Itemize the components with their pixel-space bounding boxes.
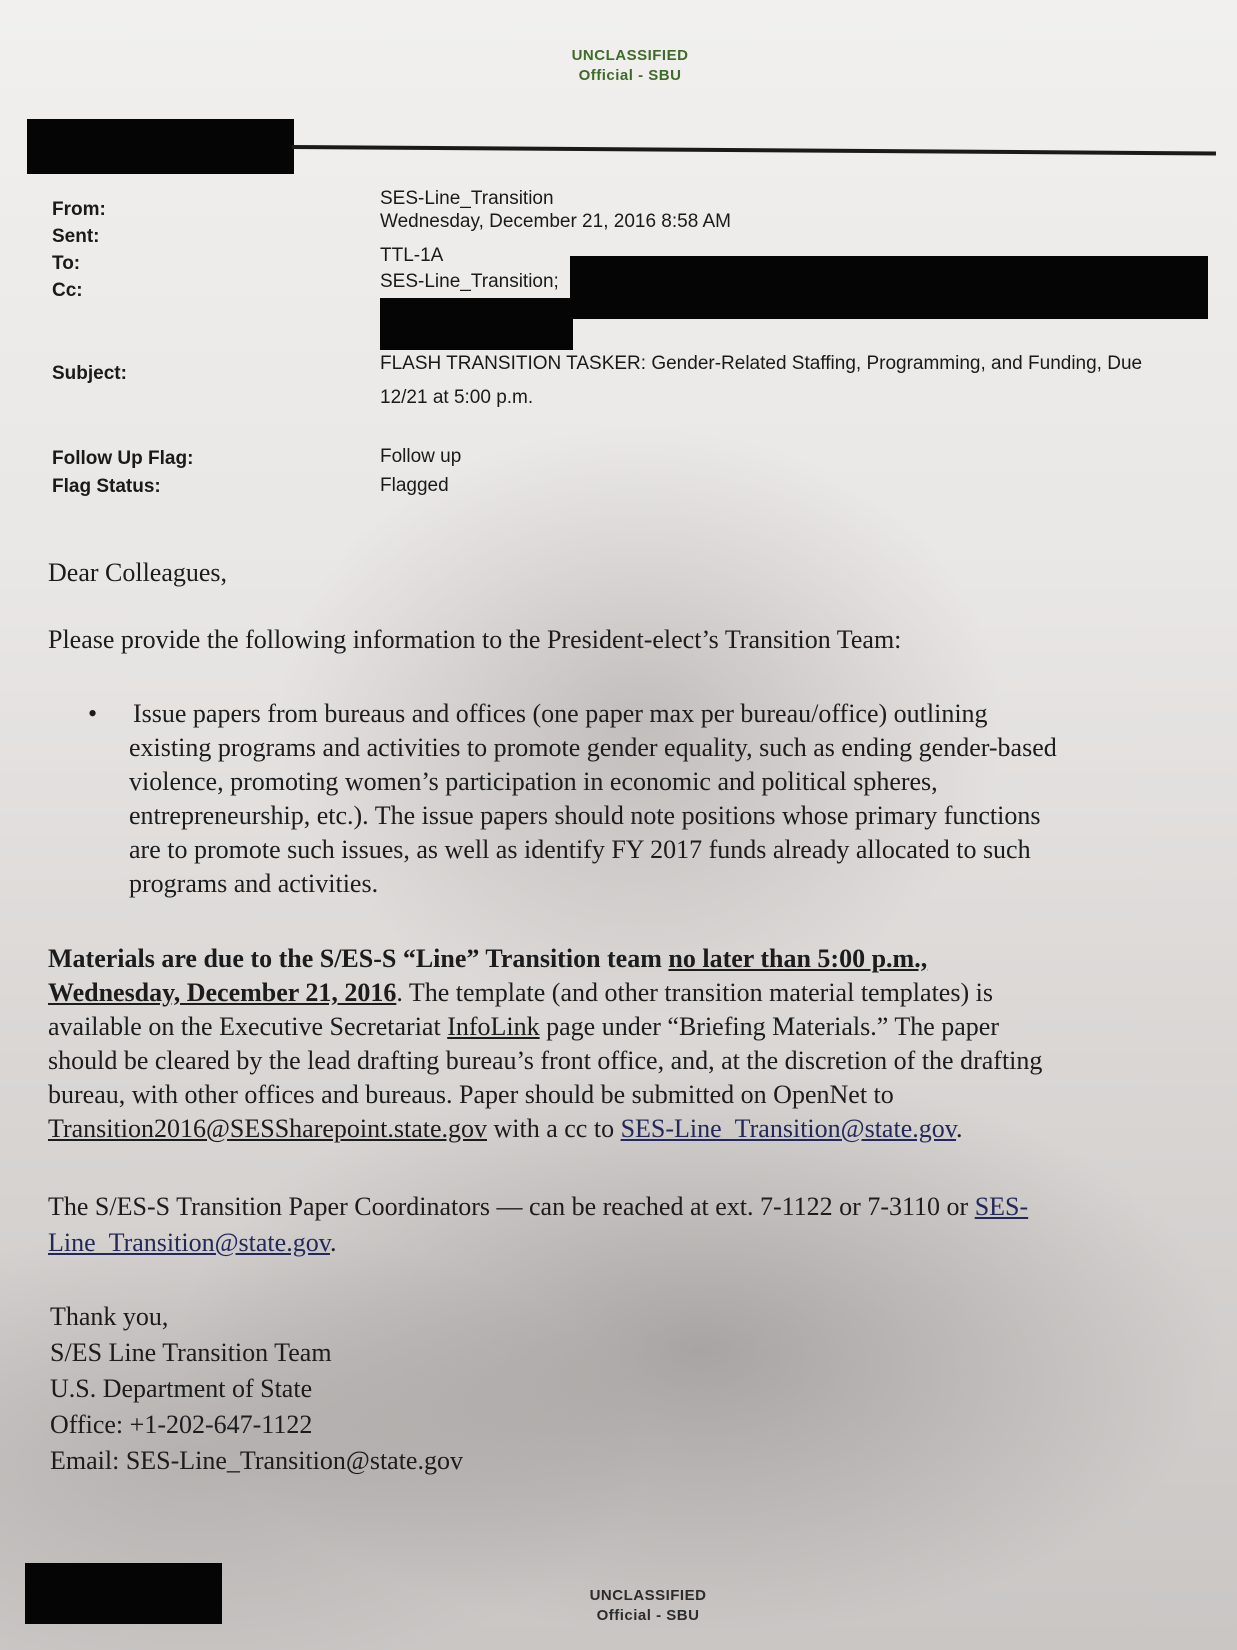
due-line-4: should be cleared by the lead drafting bureau’s front office, and, at the discretion of the drafting bbox=[48, 1046, 1043, 1075]
due-line-2 bbox=[48, 976, 993, 1010]
due-line-5: bureau, with other offices and bureaus. Paper should be submitted on OpenNet to bbox=[48, 1080, 894, 1109]
flag-status-value: Flagged bbox=[380, 475, 449, 496]
coordinators-end-period: . bbox=[330, 1228, 337, 1257]
bullet-line: violence, promoting women’s participation in economic and political spheres, bbox=[129, 767, 938, 796]
due-infolink-suffix: page under “Briefing Materials.” The paper bbox=[539, 1012, 1000, 1041]
due-line-3 bbox=[48, 1010, 999, 1044]
from-label: From: bbox=[52, 199, 106, 220]
redaction-block-cc-recipients-line2 bbox=[380, 298, 573, 350]
follow-up-flag-value: Follow up bbox=[380, 446, 462, 467]
header-divider-rule bbox=[292, 145, 1216, 155]
due-template-text: . The template (and other transition material templates) is bbox=[396, 978, 993, 1007]
intro-paragraph: Please provide the following information to the President-elect’s Transition Team: bbox=[48, 625, 902, 654]
due-line-6 bbox=[48, 1112, 963, 1146]
transition2016-email-link[interactable]: Transition2016@SESSharepoint.state.gov bbox=[48, 1114, 487, 1143]
redaction-block-footer bbox=[25, 1563, 222, 1624]
due-cc-text: with a cc to bbox=[487, 1114, 621, 1143]
redaction-block-sender-name bbox=[27, 119, 294, 174]
redaction-block-cc-recipients bbox=[570, 256, 1208, 319]
from-value: SES-Line_Transition bbox=[380, 188, 554, 209]
classification-bottom-line2: Official - SBU bbox=[596, 1607, 700, 1624]
signature-line: Thank you, bbox=[50, 1302, 169, 1331]
bullet-line: are to promote such issues, as well as identify FY 2017 funds already allocated to such bbox=[129, 835, 1031, 864]
due-deadline-time: no later than 5:00 p.m., bbox=[668, 944, 928, 973]
greeting: Dear Colleagues, bbox=[48, 558, 228, 587]
due-deadline-date: Wednesday, December 21, 2016 bbox=[48, 978, 397, 1007]
bullet-line: programs and activities. bbox=[129, 869, 379, 898]
to-value: TTL-1A bbox=[380, 245, 444, 266]
bullet-line: Issue papers from bureaus and offices (one paper max per bureau/office) outlining bbox=[133, 699, 988, 728]
signature-line: Office: +1-202-647-1122 bbox=[50, 1410, 313, 1439]
coordinators-line-1 bbox=[48, 1190, 1028, 1224]
classification-bottom-line1: UNCLASSIFIED bbox=[589, 1587, 707, 1604]
sent-label: Sent: bbox=[52, 226, 100, 247]
cc-value: SES-Line_Transition; bbox=[380, 271, 559, 292]
due-line-1 bbox=[48, 942, 927, 976]
to-label: To: bbox=[52, 253, 81, 274]
coordinators-email-link-part1[interactable]: SES- bbox=[974, 1192, 1029, 1221]
ses-line-transition-email-link[interactable]: SES-Line_Transition@state.gov bbox=[620, 1114, 957, 1143]
due-end-period: . bbox=[956, 1114, 963, 1143]
coordinators-line-2 bbox=[48, 1226, 337, 1260]
signature-line: S/ES Line Transition Team bbox=[50, 1338, 332, 1367]
classification-top-line1: UNCLASSIFIED bbox=[571, 47, 689, 64]
coordinators-text: The S/ES-S Transition Paper Coordinators — can be reached at ext. 7-1122 or 7-3110 or bbox=[48, 1192, 975, 1221]
signature-line: U.S. Department of State bbox=[50, 1374, 313, 1403]
classification-banner-top bbox=[530, 46, 730, 86]
subject-label: Subject: bbox=[52, 363, 127, 384]
signature-line: Email: SES-Line_Transition@state.gov bbox=[50, 1446, 463, 1475]
sent-value: Wednesday, December 21, 2016 8:58 AM bbox=[380, 211, 732, 232]
bullet-line: existing programs and activities to promote gender equality, such as ending gender-based bbox=[129, 733, 1057, 762]
classification-top-line2: Official - SBU bbox=[578, 67, 682, 84]
flag-status-label: Flag Status: bbox=[52, 476, 161, 497]
bullet-marker: • bbox=[88, 699, 98, 728]
subject-line-1: FLASH TRANSITION TASKER: Gender-Related Staffing, Programming, and Funding, Due bbox=[380, 353, 1143, 374]
bullet-line: entrepreneurship, etc.). The issue papers should note positions whose primary functions bbox=[129, 801, 1041, 830]
follow-up-flag-label: Follow Up Flag: bbox=[52, 448, 194, 469]
subject-line-2: 12/21 at 5:00 p.m. bbox=[380, 387, 534, 408]
infolink-link[interactable]: InfoLink bbox=[447, 1012, 540, 1041]
due-deadline-bold: Materials are due to the S/ES-S “Line” Transition team bbox=[48, 944, 669, 973]
due-infolink-prefix: available on the Executive Secretariat bbox=[48, 1012, 448, 1041]
coordinators-email-link-part2[interactable]: Line_Transition@state.gov bbox=[48, 1228, 331, 1257]
classification-banner-bottom bbox=[548, 1586, 748, 1626]
cc-label: Cc: bbox=[52, 280, 83, 301]
